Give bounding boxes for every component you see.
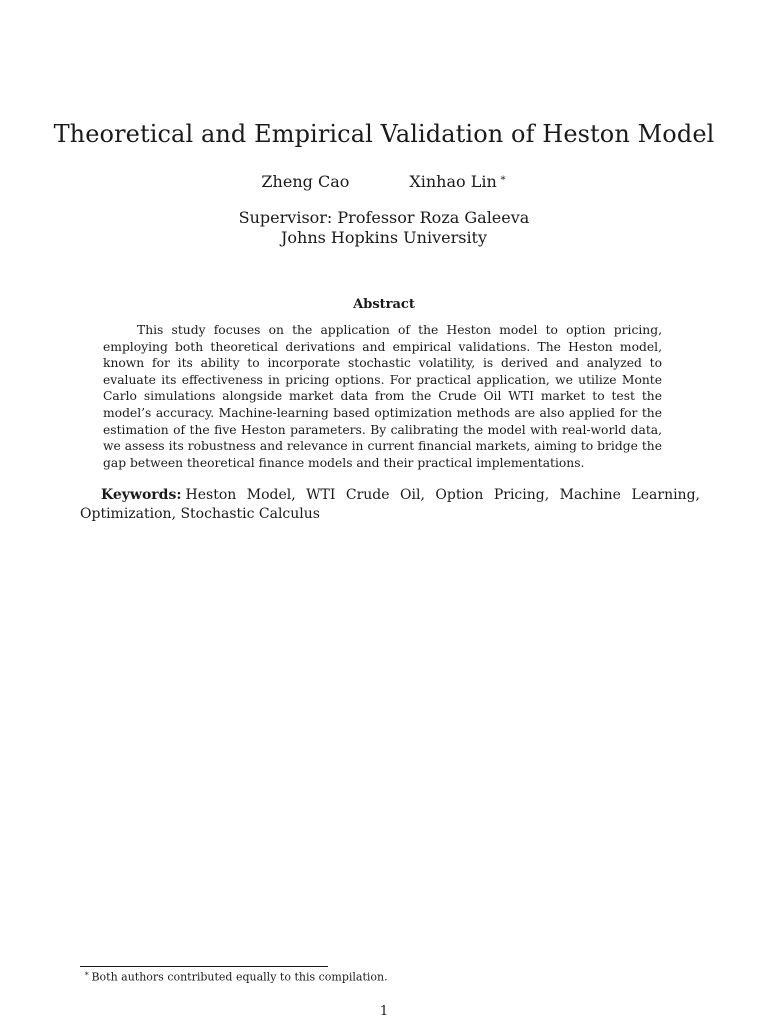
footnote-rule	[80, 966, 328, 967]
keywords-block	[80, 486, 700, 524]
author-name: Xinhao Lin	[409, 172, 497, 191]
paper-title: Theoretical and Empirical Validation of Heston Model	[53, 120, 715, 148]
affiliation-line: Johns Hopkins University	[280, 228, 488, 247]
keywords-label: Keywords:	[101, 487, 182, 503]
keywords-text: Heston Model, WTI Crude Oil, Option Pricing, Machine Learning, Optimization, Stochastic Calculus	[80, 487, 700, 522]
supervisor-line: Supervisor: Professor Roza Galeeva	[238, 208, 530, 227]
supervisor-block	[0, 208, 768, 248]
author-2	[409, 172, 506, 191]
footnote-mark: ∗	[499, 172, 507, 184]
page-number: 1	[379, 1004, 389, 1019]
abstract-text: This study focuses on the application of the Heston model to option pricing, employing both theoretical derivations and empirical validations. The Heston model, known for its ability to incorporate stochastic volatility, is derived and analyzed to evaluate its effectiveness in pricing options. For practical application, we utilize Monte Carlo simulations alongside market data from the Crude Oil WTI market to test the model’s accuracy. Machine-learning based optimization methods are also applied for the estimation of the five Heston parameters. By calibrating the model with real-world data, we assess its robustness and relevance in current financial markets, aiming to bridge the gap between theoretical finance models and their practical implementations.	[103, 323, 662, 470]
author-list	[0, 172, 768, 191]
author-name: Zheng Cao	[261, 172, 350, 191]
footnote	[84, 969, 684, 984]
footnote-text: Both authors contributed equally to this compilation.	[91, 970, 388, 984]
footnote-mark: ∗	[84, 969, 90, 978]
abstract-heading: Abstract	[353, 297, 415, 312]
author-1	[261, 172, 349, 191]
